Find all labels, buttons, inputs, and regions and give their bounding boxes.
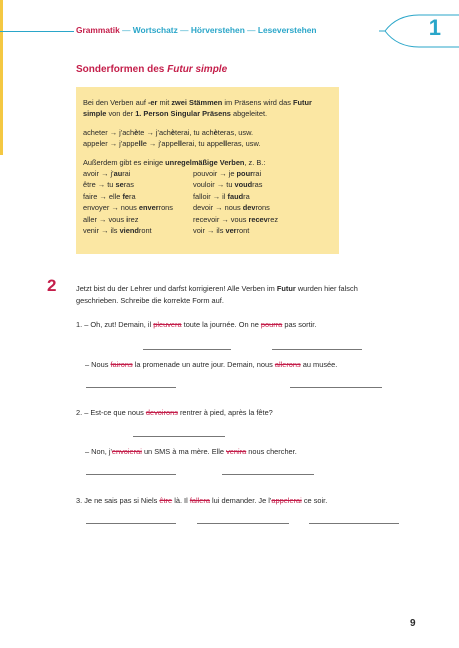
exercise-item-1: 1. – Oh, zut! Demain, il pleuvera toute la journée. On ne pourra pas sortir. (76, 320, 317, 329)
irr-falloir: falloir → il faudra (193, 191, 250, 201)
irregular-verbs-table (83, 168, 331, 236)
irr-voir: voir → ils verront (193, 226, 250, 236)
nav-leseverstehen[interactable]: Leseverstehen (257, 25, 317, 35)
section-title: Sonderformen des Futur simple (76, 64, 228, 75)
irr-devoir: devoir → nous devrons (193, 203, 270, 213)
irr-aller: aller → vous irez (83, 214, 139, 224)
answer-blank[interactable] (86, 523, 176, 524)
answer-blank[interactable] (86, 387, 176, 388)
irr-faire: faire → elle fera (83, 191, 136, 201)
nav-hoerverstehen[interactable]: Hörverstehen (190, 25, 245, 35)
irr-venir: venir → ils viendront (83, 226, 152, 236)
answer-blank[interactable] (86, 474, 176, 475)
chapter-number: 1 (428, 15, 441, 40)
chapter-badge (379, 14, 459, 50)
grammar-rule-box (76, 87, 339, 254)
answer-blank[interactable] (272, 349, 362, 350)
answer-blank[interactable] (290, 387, 382, 388)
answer-blank[interactable] (309, 523, 399, 524)
exercise-item-2: 2. – Est-ce que nous devoirons rentrer à pied, après la fête? (76, 408, 273, 417)
irr-envoyer: envoyer → nous enverrons (83, 203, 173, 213)
irr-pouvoir: pouvoir → je pourrai (193, 169, 262, 179)
exercise-item-2b: – Non, j'envoierai un SMS à ma mère. Elle venira nous chercher. (85, 447, 297, 456)
exercise-item-3: 3. Je ne sais pas si Niels être là. Il fallera lui demander. Je l'appelerai ce soir. (76, 496, 328, 505)
irr-avoir: avoir → j'aurai (83, 169, 131, 179)
answer-blank[interactable] (133, 436, 225, 437)
section-nav: Grammatik — Wortschatz — Hörverstehen — Leseverstehen (76, 25, 317, 35)
nav-wortschatz[interactable]: Wortschatz (132, 25, 178, 35)
answer-blank[interactable] (197, 523, 289, 524)
example-appeler: appeler → j'appelle → j'appellerai, tu appelleras, usw. (83, 139, 261, 149)
exercise-instruction: Jetzt bist du der Lehrer und darfst korrigieren! Alle Verben im Futur wurden hier falsch geschrieben. Schreibe die korrekte Form auf. (76, 284, 358, 305)
irr-vouloir: vouloir → tu voudras (193, 180, 263, 190)
margin-accent-bar (0, 0, 3, 155)
exercise-number: 2 (47, 276, 57, 295)
irregular-intro: Außerdem gibt es einige unregelmäßige Verben, z. B.: (83, 157, 266, 167)
example-acheter: acheter → j'achète → j'achèterai, tu achèteras, usw. (83, 127, 254, 137)
rule-text: Bei den Verben auf -er mit zwei Stämmen im Präsens wird das Futur simple von der 1. Person Singular Präsens abgeleitet. (83, 98, 312, 119)
page-number: 9 (410, 618, 416, 629)
irr-recevoir: recevoir → vous recevrez (193, 214, 279, 224)
answer-blank[interactable] (143, 349, 231, 350)
exercise-item-1b: – Nous fairons la promenade un autre jour. Demain, nous allerons au musée. (85, 360, 338, 369)
header-rule-left (0, 31, 74, 32)
answer-blank[interactable] (222, 474, 314, 475)
nav-grammatik[interactable]: Grammatik (76, 25, 120, 35)
irr-etre: être → tu seras (83, 180, 134, 190)
